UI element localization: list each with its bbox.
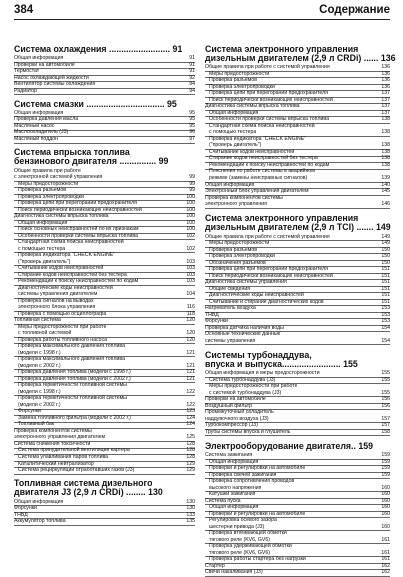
toc-page-number: 133 — [186, 511, 195, 518]
toc-entry-text: Общая информация — [209, 504, 259, 511]
toc-section-heading — [205, 53, 396, 64]
toc-page-number: 154 — [381, 324, 390, 331]
toc-entry-text: Регулировка осевого зазора — [209, 517, 277, 524]
toc-page-number: 138 — [381, 155, 390, 162]
toc-page-number: 102 — [186, 232, 195, 239]
toc-page-number: 102 — [186, 245, 195, 252]
toc-page-number: 91 — [189, 68, 195, 75]
toc-entry-text: Общие правила при работе с системой управления — [205, 233, 330, 240]
toc-entry-text: режиме (замены неисправных сигналов) — [209, 174, 308, 181]
toc-entry-text: Система снижения токсичности — [14, 440, 91, 447]
toc-entry-text: Стирание кодов неисправностей без тестера — [18, 271, 127, 278]
toc-entry-text: Свечи накаливания (J3) — [205, 569, 263, 576]
toc-entry-text: Общая информация — [18, 219, 68, 226]
toc-entry-text: Общая информация — [209, 109, 259, 116]
toc-entry-text: дизельным двигателем (2,9 л TCI) ....... 149 — [205, 222, 391, 233]
toc-entry-text: Проверки и регулировки на автомобиле — [209, 510, 306, 517]
toc-entry-text: Система турбонаддува (J3) — [209, 376, 276, 383]
toc-entry-text: Топливный бак — [18, 421, 55, 428]
toc-entry — [14, 136, 195, 144]
toc-section-heading — [205, 441, 390, 451]
toc-entry-text: Проверки на автомобиле — [205, 396, 266, 403]
page-title: Содержание — [319, 4, 390, 16]
toc-page-number: 162 — [381, 562, 390, 569]
toc-page-number: 161 — [381, 536, 390, 543]
toc-entry-text: Рекомендации к поиску неисправностей по кодам — [209, 161, 330, 168]
toc-section-heading — [14, 44, 195, 54]
toc-page-number: 153 — [381, 311, 390, 318]
toc-entry-text: Термостат — [14, 68, 40, 75]
toc-entry-text: Проверка сигналов на выводах — [18, 297, 94, 304]
toc-page-number: 160 — [381, 484, 390, 491]
toc-page-number: 150 — [381, 259, 390, 266]
toc-page-number: 94 — [189, 87, 195, 94]
toc-page-number: 159 — [381, 465, 390, 472]
toc-entry — [205, 338, 390, 346]
toc-entry-text: Стандартная схема поиска неисправностей — [209, 122, 315, 129]
toc-entry-text: системы управления — [205, 337, 256, 344]
toc-page-number: 91 — [189, 55, 195, 62]
toc-page-number: 95 — [189, 122, 195, 129]
toc-page-number: 157 — [381, 415, 390, 422]
toc-entry-text: Проверка электропроводки — [209, 83, 275, 90]
toc-entry-text: бензинового двигателя ............... 99 — [14, 156, 169, 167]
toc-page-number: 99 — [189, 180, 195, 187]
toc-page-number: 146 — [381, 201, 390, 208]
toc-entry-text: Электрооборудование двигателя.. 159 — [205, 440, 374, 451]
toc-entry-text: с помощью тестера — [18, 245, 66, 252]
toc-page-number: 124 — [186, 414, 195, 421]
toc-page-number: 116 — [186, 304, 195, 311]
toc-entry-text: Нагреватель воздуха — [205, 305, 256, 312]
toc-page-number: 129 — [186, 460, 195, 467]
toc-page-number: 160 — [381, 497, 390, 504]
toc-page-number: 138 — [381, 161, 390, 168]
toc-entry-text: Обозначения разъемов — [209, 259, 266, 266]
toc-page-number: 128 — [186, 440, 195, 447]
toc-entry-text: Масляный поддон — [14, 135, 59, 142]
toc-page-number: 104 — [186, 291, 195, 298]
toc-page-number: 136 — [381, 70, 390, 77]
toc-page-number: 120 — [186, 336, 195, 343]
toc-page-number: 99 — [189, 187, 195, 194]
toc-entry-text: Проверка работы стартера без нагрузки — [209, 556, 306, 563]
toc-entry-text: системы управления двигателем — [18, 291, 98, 298]
toc-entry-text: наддувочного воздуха (J3) — [205, 415, 269, 422]
toc-entry-text: Поиск периодически возникающих неисправностей — [209, 96, 333, 103]
toc-entry-text: Проверка разъемов — [209, 246, 257, 253]
toc-entry-text: электронного управления — [205, 201, 267, 208]
toc-entry-text: (модели с 1998 г.) — [18, 349, 61, 356]
toc-page-number: 118 — [186, 310, 195, 317]
toc-entry — [205, 569, 390, 577]
toc-entry-text: Система пуска — [205, 497, 241, 504]
toc-page-number: 121 — [186, 369, 195, 376]
toc-entry-text: Радиатор — [14, 87, 37, 94]
toc-entry-text: Проверка цепи при перегорании предохранителя — [209, 266, 328, 273]
toc-entry-text: Проверка разъемов — [209, 77, 257, 84]
toc-entry-text: (модели с 1998 г.) — [18, 388, 61, 395]
toc-entry-text: Общая информация — [209, 458, 259, 465]
toc-page-number: 155 — [381, 376, 390, 383]
toc-entry — [205, 429, 390, 437]
toc-entry-text: Трубы системы впуска и глушитель — [205, 428, 291, 435]
toc-entry-text: Проверка сопротивления проводов — [209, 478, 295, 485]
toc-page-number: 120 — [186, 330, 195, 337]
toc-entry-text: Считывание кодов неисправностей — [209, 148, 295, 155]
toc-entry-text: Маслоохладитель (J3) — [14, 129, 69, 136]
toc-page-number: 121 — [186, 349, 195, 356]
toc-entry-text: Проверка давления масла — [14, 116, 79, 123]
toc-entry-text: дизельным двигателем (2,9 л CRDi) ...... 136 — [205, 53, 396, 64]
toc-entry-text: Общая информация и меры предосторожности — [205, 370, 320, 377]
toc-entry-text: Считывание кодов неисправностей — [18, 265, 104, 272]
toc-entry-text: Проверка давления топлива (модели с 2002 г.) — [18, 375, 131, 382]
toc-page-number: 160 — [381, 510, 390, 517]
toc-entry-text: Форсунки — [18, 408, 41, 415]
toc-page-number: 161 — [381, 556, 390, 563]
toc-page-number: 99 — [189, 174, 195, 181]
toc-page-number: 100 — [186, 226, 195, 233]
toc-entry-text: Катушки зажигания — [209, 491, 256, 498]
toc-entry-text: с электронной системой управления — [14, 174, 103, 181]
toc-entry-text: Проверка компонентов системы — [14, 427, 92, 434]
toc-entry-text: Система смазки ................................ 95 — [14, 98, 177, 109]
toc-entry-text: Диагностика системы управления — [205, 279, 287, 286]
page-number: 384 — [14, 4, 34, 16]
toc-page-number: 153 — [381, 305, 390, 312]
toc-page-number: 156 — [381, 396, 390, 403]
toc-entry-text: ("проверь двигатель") — [18, 258, 71, 265]
toc-entry-text: Проверки на автомобиле — [14, 61, 75, 68]
toc-page-number: 121 — [186, 375, 195, 382]
toc-page-number: 129 — [186, 467, 195, 473]
toc-page-number: 159 — [381, 471, 390, 478]
toc-page-number: 151 — [381, 279, 390, 286]
toc-entry-text: Система улавливания паров топлива — [18, 453, 109, 460]
toc-entry-text: Поиск периодически возникающих неисправностей — [209, 272, 333, 279]
toc-page-number: 160 — [381, 491, 390, 498]
toc-entry-text: (модели с 2002 г.) — [18, 401, 61, 408]
toc-entry-text: Система электронного управления — [205, 213, 359, 224]
toc-page-number: 121 — [186, 362, 195, 369]
toc-page-number: 159 — [381, 458, 390, 465]
toc-page-number: 150 — [381, 253, 390, 260]
toc-entry-text: Вентилятор системы охлаждения — [14, 81, 96, 88]
toc-entry-text: Общие сведения — [209, 285, 251, 292]
toc-entry-text: Стирание кодов неисправностей без тестера — [209, 155, 318, 162]
toc-section-heading — [205, 222, 390, 232]
toc-page-number: 139 — [381, 174, 390, 181]
toc-entry-text: Диагностические коды неисправностей — [18, 284, 113, 291]
toc-entry — [14, 467, 195, 475]
toc-page-number: 130 — [186, 498, 195, 505]
toc-entry-text: Насос охлаждающей жидкости — [14, 74, 89, 81]
toc-entry-text: Система охлаждения ......................... 91 — [14, 43, 183, 54]
toc-page-number: 128 — [186, 453, 195, 460]
toc-page-number: 137 — [381, 96, 390, 103]
toc-entry — [14, 518, 195, 526]
toc-page-number: 137 — [381, 109, 390, 116]
toc-entry-text: Меры предосторожности при работе — [18, 323, 107, 330]
toc-entry — [14, 88, 195, 96]
toc-entry-text: Масляный насос — [14, 122, 55, 129]
toc-page-number: 151 — [381, 292, 390, 299]
toc-entry-text: Проверка максимального давления топлива — [18, 356, 125, 363]
toc-entry-text: (модели с 2002 г.) — [18, 362, 61, 369]
toc-section-heading — [205, 359, 390, 369]
toc-page-number: 160 — [381, 523, 390, 530]
toc-entry-text: Электронный блок управления двигателем — [205, 188, 309, 194]
toc-page-number: 125 — [186, 434, 195, 441]
toc-entry-text: Система зажигания — [205, 452, 253, 459]
toc-page-number: 138 — [381, 116, 390, 123]
toc-entry-text: Диагностика системы впрыска топлива — [205, 103, 300, 110]
toc-page-number: 94 — [189, 81, 195, 88]
toc-entry — [205, 201, 390, 209]
toc-entry-text: электронного блока управления — [18, 304, 96, 311]
toc-page-number: 140 — [381, 181, 390, 188]
page-header — [14, 2, 390, 19]
toc-page-number: 151 — [381, 266, 390, 273]
toc-page-number: 138 — [381, 142, 390, 149]
toc-page-number: 151 — [381, 298, 390, 305]
toc-entry-text: Проверка максимального давления топлива — [18, 343, 125, 350]
toc-page-number: 138 — [381, 129, 390, 136]
toc-page-number: 137 — [381, 103, 390, 110]
toc-page-number: 128 — [186, 447, 195, 454]
toc-entry-text: Диагностические коды неисправностей — [209, 292, 304, 299]
toc-page-number: 136 — [381, 64, 390, 71]
toc-page-number: 162 — [381, 569, 390, 576]
toc-page-number: 160 — [381, 504, 390, 511]
toc-page-number: 159 — [381, 452, 390, 459]
toc-page-number: 103 — [186, 258, 195, 265]
toc-page-number: 97 — [189, 135, 195, 142]
toc-entry-text: тягового реле (KV6, GV6) — [209, 549, 271, 556]
toc-page-number: 124 — [186, 421, 195, 428]
toc-page-number: 103 — [186, 265, 195, 272]
toc-entry-text: Форсунки — [205, 318, 228, 325]
toc-page-number: 155 — [381, 389, 390, 396]
toc-entry-text: Общая информация — [14, 498, 64, 505]
toc-page-number: 123 — [186, 408, 195, 415]
toc-page-number: 120 — [186, 317, 195, 324]
toc-entry-text: Проверка индикатора "CHECK ENGINE" — [209, 135, 307, 142]
toc-entry-text: Общие правила при работе — [14, 167, 81, 174]
toc-entry-text: Особенности проверки системы впрыска топлива — [209, 116, 329, 123]
toc-page-number: 100 — [186, 200, 195, 207]
toc-entry-text: Проверка свечей зажигания — [209, 471, 277, 478]
toc-page-number: 145 — [381, 188, 390, 194]
toc-page-number: 154 — [381, 337, 390, 344]
toc-page-number: 122 — [186, 401, 195, 408]
toc-entry-text: с помощью тестера — [209, 129, 257, 136]
toc-page-number: 158 — [381, 428, 390, 435]
toc-entry-text: Стандартная схема поиска неисправностей — [18, 239, 124, 246]
toc-page-number: 157 — [381, 422, 390, 429]
toc-entry-text: Проверка датчика наличия воды — [205, 324, 284, 331]
toc-page-number: 136 — [381, 83, 390, 90]
toc-page-number: 161 — [381, 549, 390, 556]
toc-page-number: 95 — [189, 116, 195, 123]
toc-entry-text: Меры предосторожности — [209, 70, 270, 77]
toc-entry-text: Аккумулятор топлива — [14, 518, 66, 525]
toc-entry-text: с топливной системой — [18, 330, 72, 337]
toc-entry-text: Проверка цепи при перегорании предохранителя — [209, 90, 328, 97]
toc-entry-text: Каталитический нейтрализатор — [18, 460, 94, 467]
toc-page-number: 130 — [186, 505, 195, 512]
toc-entry-text: Проверка герметичности топливной системы — [18, 382, 127, 389]
toc-page-number: 91 — [189, 61, 195, 68]
toc-entry-text: Замена топливного фильтра (модели с 2002 г.) — [18, 414, 131, 421]
toc-entry-text: Топливная система дизельного — [14, 478, 153, 489]
toc-entry-text: Поиск периодически возникающих неисправностей — [18, 206, 142, 213]
toc-entry-text: с системой турбонаддува (J3) — [209, 389, 282, 396]
toc-entry-text: Воздушный фильтр — [205, 402, 253, 409]
toc-page-number: 149 — [381, 233, 390, 240]
toc-entry-text: Меры предосторожности при работе — [209, 383, 298, 390]
toc-entry-text: Системы турбонаддува, — [205, 349, 312, 360]
toc-entry-text: Система впрыска топлива — [14, 147, 130, 158]
toc-page-number: 103 — [186, 271, 195, 278]
toc-entry-text: Проверка герметичности топливной системы — [18, 395, 127, 402]
toc-page-number: 138 — [381, 148, 390, 155]
toc-entry-text: Форсунки — [14, 505, 37, 512]
toc-entry-text: Меры предосторожности — [18, 180, 79, 187]
toc-page-number: 137 — [381, 90, 390, 97]
toc-entry-text: Стартер — [205, 562, 225, 569]
toc-page-number: 153 — [381, 318, 390, 325]
toc-page-number: 155 — [381, 370, 390, 377]
toc-entry-text: тягового реле (KV6, GV6) — [209, 536, 271, 543]
toc-entry-text: высокого напряжения — [209, 484, 262, 491]
toc-page-number: 135 — [186, 518, 195, 525]
toc-entry-text: Особенности проверки системы впрыска топлива — [18, 232, 138, 239]
toc-entry-text: Общие правила при работе с системой управления — [205, 64, 330, 71]
toc-page-number: 136 — [381, 77, 390, 84]
toc-page-number: 95 — [189, 109, 195, 116]
toc-page-number: 100 — [186, 193, 195, 200]
toc-page-number: 151 — [381, 272, 390, 279]
toc-entry-text: Проверка электропроводки — [209, 253, 275, 260]
toc-entry-text: Общая информация — [205, 181, 255, 188]
toc-entry-text: Проверка работы топливного насоса — [18, 336, 108, 343]
toc-entry-text: шестерни привода (J3) — [209, 523, 265, 530]
toc-entry-text: Общая информация — [14, 109, 64, 116]
toc-entry-text: Проверка с помощью осциллографа — [18, 310, 107, 317]
toc-entry-text: ТНВД — [14, 511, 28, 518]
toc-entry-text: впуска и выпуска........................ 155 — [205, 359, 358, 370]
toc-entry-text: Считывание и стирание диагностических кодов — [209, 298, 324, 305]
toc-entry-text: Диагностика системы впрыска топлива — [14, 213, 109, 220]
toc-entry-text: двигателя J3 (2,9 л CRDi) ........ 130 — [14, 487, 163, 498]
toc-entry-text: ТНВД — [205, 311, 219, 318]
toc-page-number: 100 — [186, 219, 195, 226]
toc-entry-text: Меры предосторожности — [209, 240, 270, 247]
toc-page-number: 100 — [186, 213, 195, 220]
toc-page-number: 96 — [189, 129, 195, 136]
toc-entry-text: ("проверь двигатель") — [209, 142, 262, 149]
toc-page-number: 156 — [381, 402, 390, 409]
toc-entry-text: Пояснения по работе системы в аварийном — [209, 168, 315, 175]
toc-entry-text: Проверка компонентов системы — [205, 194, 283, 201]
toc-entry-text: Система рециркуляции отработавших газов (J3) — [18, 467, 135, 473]
toc-page-number: 150 — [381, 246, 390, 253]
toc-entry-text: Проверка цепи при перегорании предохранителя — [18, 200, 137, 207]
toc-entry-text: Проверка разъемов — [18, 187, 66, 194]
toc-entry-text: Проверка электропроводки — [18, 193, 84, 200]
toc-entry-text: Система принудительной вентиляции картера — [18, 447, 130, 454]
toc-entry-text: Проверки и регулировки на автомобиле — [209, 465, 306, 472]
toc-entry-text: Проверка удерживающей обмотки — [209, 543, 292, 550]
toc-page-number: 122 — [186, 388, 195, 395]
toc-page-number: 92 — [189, 74, 195, 81]
header-rule — [14, 19, 390, 20]
toc-section-heading — [14, 99, 195, 109]
toc-entry-text: Рекомендации к поиску неисправностей по кодам — [18, 278, 139, 285]
toc-entry-text: электронного управления двигателем — [14, 434, 106, 441]
toc-entry-text: Общая информация — [14, 55, 64, 62]
toc-entry-text: Проверка давления топлива (модели с 1998 г.) — [18, 369, 131, 376]
toc-page-number: 100 — [186, 206, 195, 213]
toc-entry-text: Проверка индикатора "CHECK ENGINE" — [18, 252, 116, 259]
toc-entry-text: Промежуточный охладитель — [205, 409, 274, 416]
toc-entry-text: Система электронного управления — [205, 43, 359, 54]
toc-page-number: 151 — [381, 285, 390, 292]
toc-entry-text: Проверка втягивающей обмотки — [209, 530, 287, 537]
toc-section-heading — [14, 156, 195, 166]
toc-section-heading — [14, 487, 195, 497]
toc-page-number: 149 — [381, 240, 390, 247]
toc-page-number: 103 — [186, 278, 195, 285]
toc-entry-text: Турбокомпрессор (J3) — [205, 422, 258, 429]
toc-entry-text: Топливная система — [14, 317, 61, 324]
toc-entry-text: Поиск основных неисправностей по их признакам — [18, 226, 139, 233]
toc-entry-text: Основные технические данные — [205, 331, 281, 338]
